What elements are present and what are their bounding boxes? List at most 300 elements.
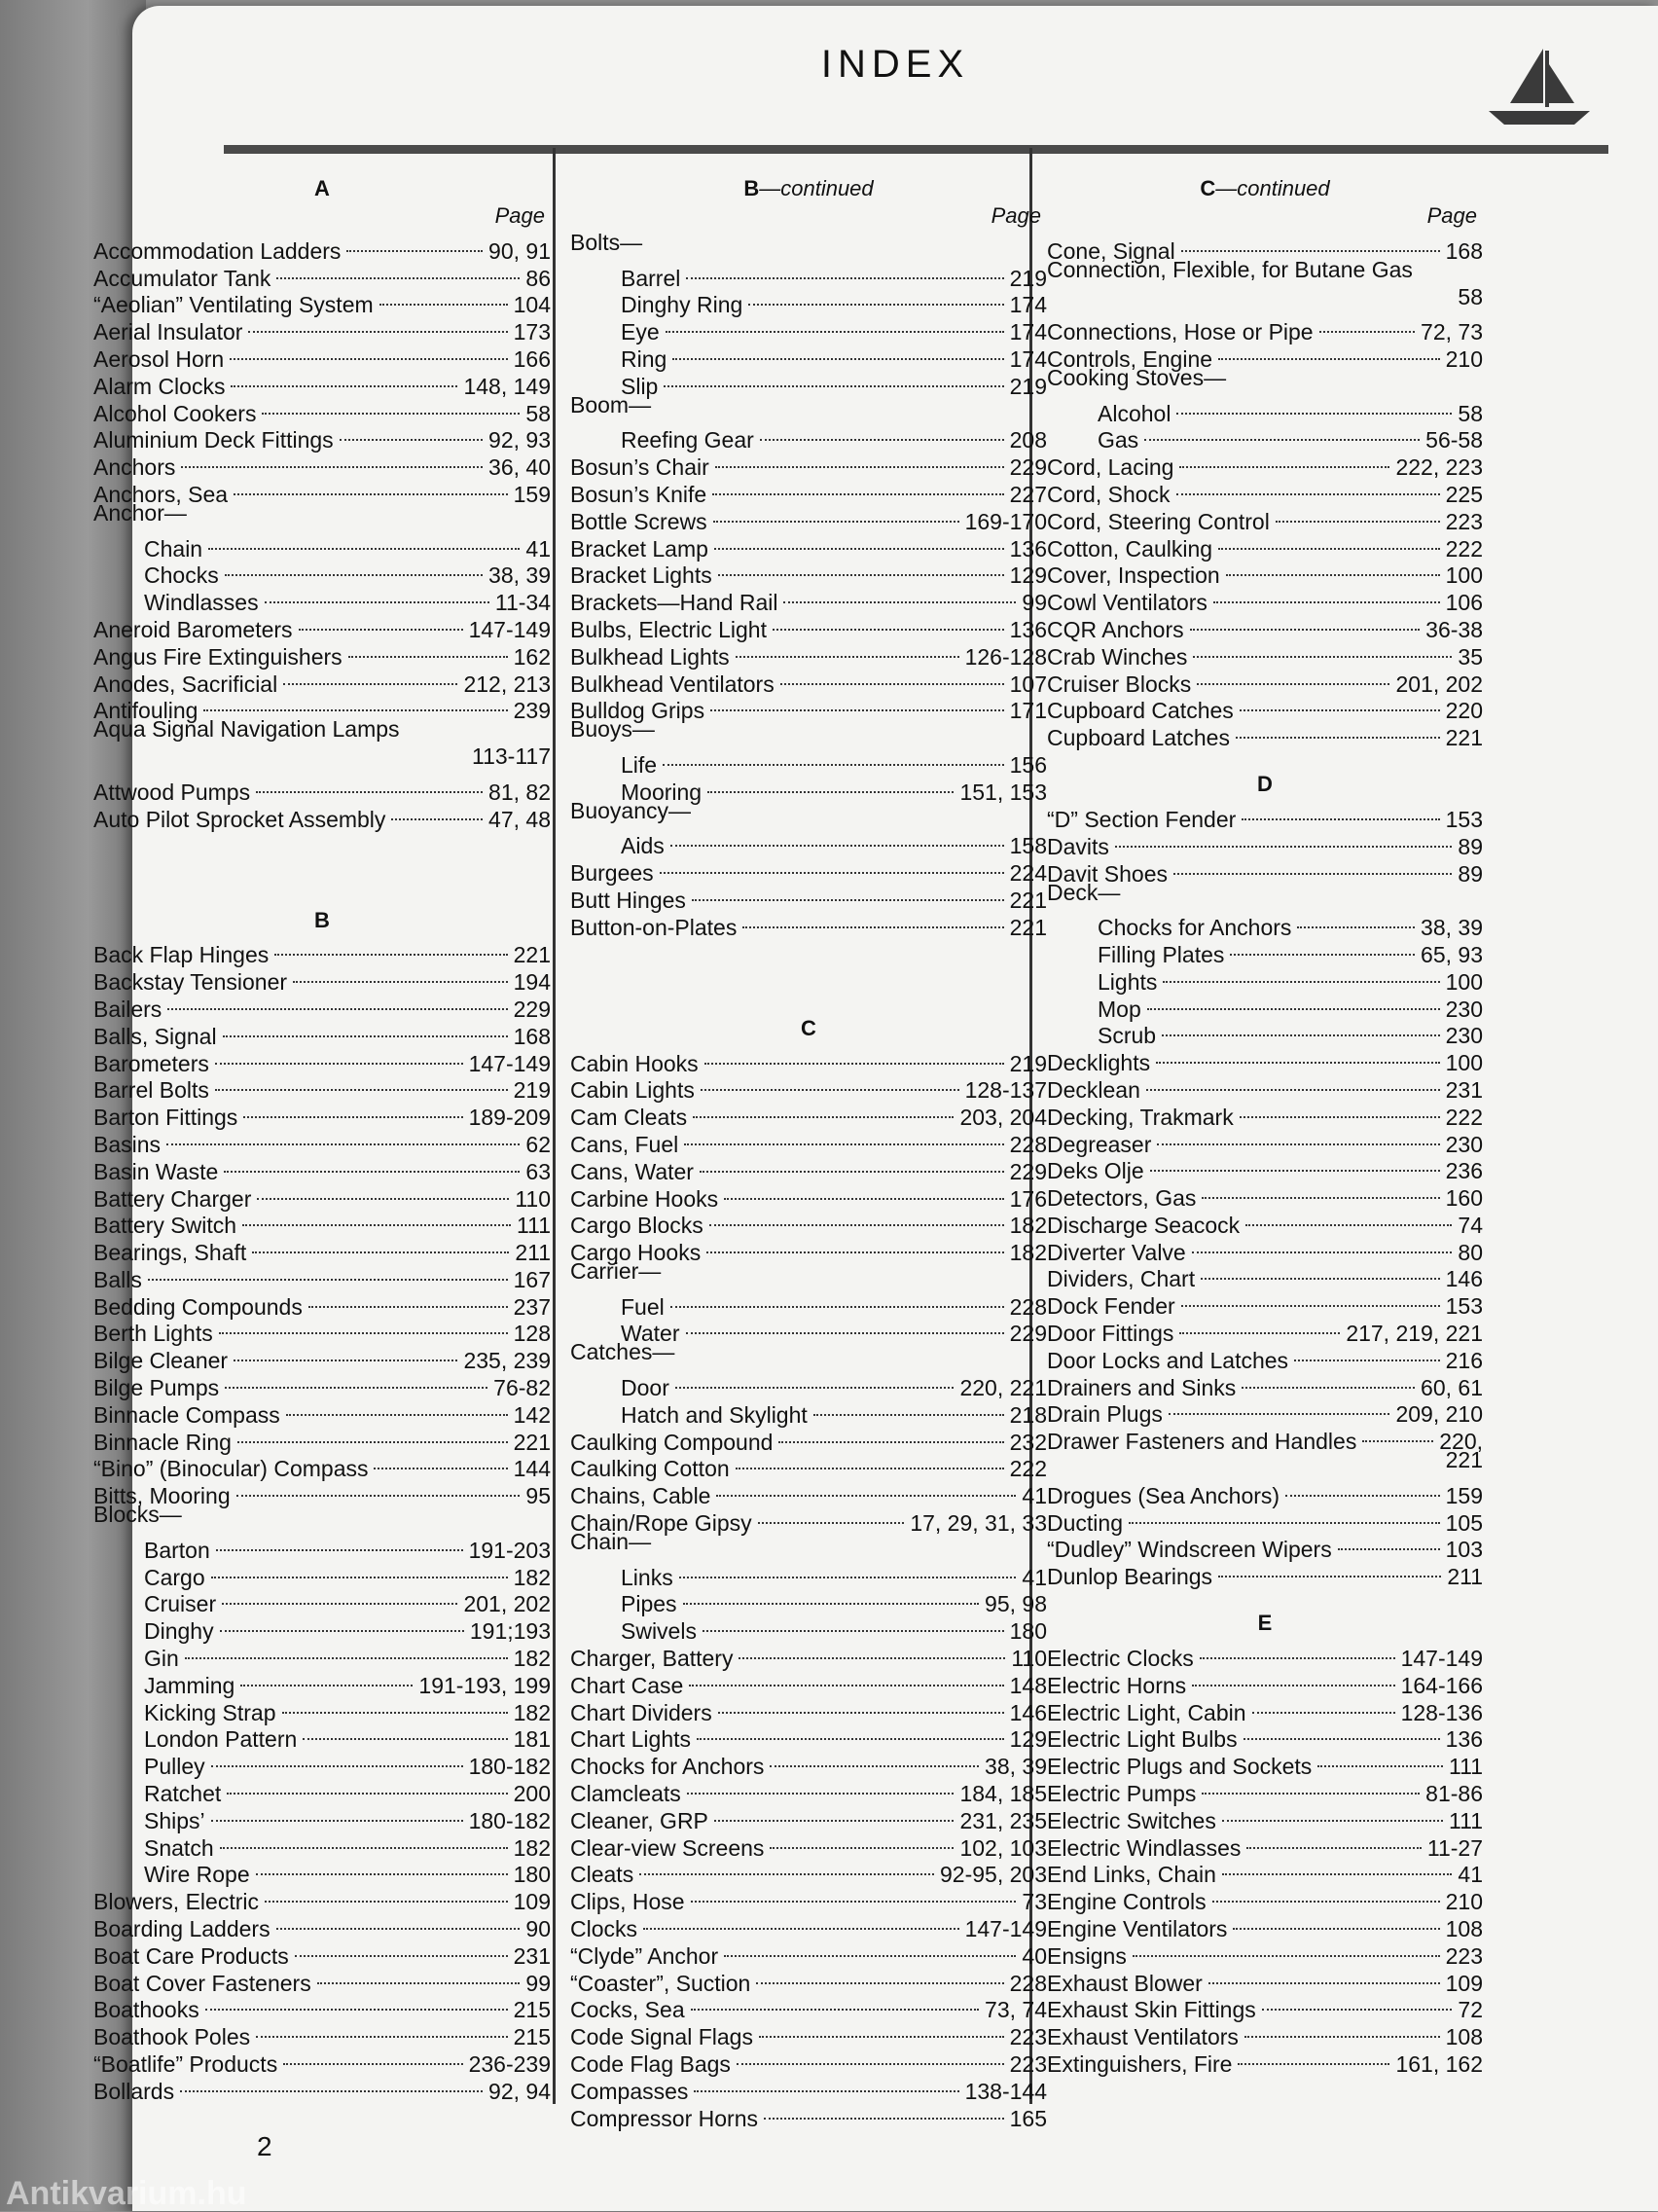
dot-leader <box>1146 1062 1440 1091</box>
entry-pages: 100 <box>1445 968 1483 995</box>
entry-pages: 86 <box>525 265 551 291</box>
entry-term: “Bino” (Binocular) Compass <box>93 1456 369 1482</box>
dot-leader <box>742 899 1003 928</box>
entry-term: Binnacle Compass <box>93 1401 280 1428</box>
dot-leader <box>1218 1548 1441 1577</box>
dot-leader <box>694 2063 958 2092</box>
entry-term: Crab Winches <box>1047 643 1188 670</box>
entry-term: Chain— <box>570 1529 652 1555</box>
entry-term: Cruiser Blocks <box>1047 671 1192 697</box>
entry-term: Balls, Signal <box>93 1023 217 1049</box>
dot-leader <box>243 1089 462 1118</box>
entry-term: Barrel Bolts <box>93 1077 209 1104</box>
entry-pages: 63 <box>525 1158 551 1184</box>
dot-leader <box>1176 385 1452 415</box>
dot-leader <box>286 1387 508 1416</box>
entry-pages: 156 <box>1009 751 1047 778</box>
entry-term: Bulkhead Lights <box>570 643 730 670</box>
entry-term: Bosun’s Chair <box>570 454 709 481</box>
entry-term: Links <box>621 1564 673 1590</box>
entry-pages: 222, 223 <box>1395 454 1483 481</box>
dot-leader <box>1129 1495 1440 1524</box>
dot-leader <box>639 1847 934 1876</box>
entry-term: Ensigns <box>1047 1942 1127 1969</box>
entry-term: Wire Rope <box>144 1862 250 1888</box>
page-title: INDEX <box>820 43 970 86</box>
entry-term: Carbine Hooks <box>570 1185 719 1212</box>
entry-term: CQR Anchors <box>1047 616 1184 642</box>
dot-leader <box>1246 1820 1421 1849</box>
entry-pages: 109 <box>513 1889 551 1915</box>
entry-term: Electric Plugs and Sockets <box>1047 1754 1313 1780</box>
entry-pages: 176 <box>1009 1185 1047 1212</box>
entry-pages: 136 <box>1009 616 1047 642</box>
entry-pages: 102, 103 <box>959 1834 1047 1861</box>
dot-leader <box>1208 1955 1440 1984</box>
entry-pages: 47, 48 <box>488 806 551 832</box>
entry-term: Filling Plates <box>1098 941 1225 967</box>
entry-term: Accommodation Ladders <box>93 237 342 264</box>
entry-term: “Boatlife” Products <box>93 2051 278 2077</box>
entry-term: Blowers, Electric <box>93 1889 259 1915</box>
entry-pages: 230 <box>1445 1023 1483 1049</box>
dot-leader <box>679 1549 1017 1578</box>
entry-pages: 221 <box>1009 887 1047 913</box>
entry-pages: 203, 204 <box>959 1105 1047 1131</box>
entry-term: End Links, Chain <box>1047 1862 1216 1888</box>
dot-leader <box>664 358 1003 387</box>
entry-pages: 41 <box>1022 1483 1047 1509</box>
entry-term: Dividers, Chart <box>1047 1266 1196 1292</box>
entry-term: Cans, Water <box>570 1158 694 1184</box>
entry-pages: 222 <box>1445 1104 1483 1130</box>
dot-leader <box>718 1685 1004 1714</box>
entry-pages: 227 <box>1009 481 1047 507</box>
dot-leader <box>237 1414 508 1443</box>
entry-term: “Clyde” Anchor <box>570 1942 719 1969</box>
dot-leader <box>1338 1522 1440 1551</box>
dot-leader <box>770 1738 979 1767</box>
dot-leader <box>736 1441 1004 1470</box>
dot-leader <box>180 2063 483 2092</box>
entry-pages: 158 <box>1009 833 1047 859</box>
entry-pages: 109 <box>1445 1970 1483 1996</box>
entry-term: Clocks <box>570 1916 638 1942</box>
dot-leader <box>1157 1116 1439 1145</box>
entry-pages: 35 <box>1458 643 1483 670</box>
dot-leader <box>1212 1873 1440 1903</box>
entry-term: Snatch <box>144 1834 214 1861</box>
entry-term: Anchors <box>93 454 176 481</box>
dot-leader <box>1147 981 1440 1010</box>
entry-pages: 217, 219, 221 <box>1346 1321 1483 1347</box>
dot-leader <box>712 466 1003 495</box>
entry-pages: 219 <box>1009 265 1047 291</box>
entry-pages: 230 <box>1445 996 1483 1022</box>
entry-term: Compressor Horns <box>570 2105 758 2131</box>
dot-leader <box>216 1522 463 1551</box>
entry-term: Bearings, Shaft <box>93 1240 247 1266</box>
dot-leader <box>1179 1305 1340 1334</box>
dot-leader <box>1163 954 1439 983</box>
entry-pages: 138-144 <box>964 2078 1047 2104</box>
dot-leader <box>1317 1738 1443 1767</box>
dot-leader <box>1173 846 1452 875</box>
entry-pages: 129 <box>1009 1726 1047 1753</box>
entry-pages: 182 <box>1009 1240 1047 1266</box>
entry-pages: 216 <box>1445 1347 1483 1373</box>
entry-term: Barton <box>144 1537 210 1563</box>
index-entry <box>1047 230 1483 264</box>
entry-term: Chart Dividers <box>570 1699 712 1725</box>
entry-pages: 100 <box>1445 562 1483 589</box>
dot-leader <box>234 1332 457 1361</box>
entry-pages: 215 <box>513 2024 551 2050</box>
entry-pages: 153 <box>1445 1293 1483 1320</box>
index-column-2 <box>570 148 1047 2131</box>
entry-pages: 56-58 <box>1425 427 1483 453</box>
dot-leader <box>773 601 1004 631</box>
entry-pages: 164-166 <box>1400 1672 1483 1698</box>
dot-leader <box>1181 223 1440 252</box>
entry-pages: 104 <box>513 292 551 318</box>
dot-leader <box>1133 1928 1440 1957</box>
entry-pages: 228 <box>1009 1293 1047 1320</box>
entry-pages: 110 <box>515 1185 551 1212</box>
entry-term: Chocks for Anchors <box>570 1754 765 1780</box>
dot-leader <box>770 1820 954 1849</box>
dot-leader <box>391 791 483 820</box>
entry-term: Bilge Pumps <box>93 1375 220 1401</box>
entry-term: Ring <box>621 345 667 372</box>
entry-pages: 220, <box>1439 1429 1483 1455</box>
entry-term: Bracket Lights <box>570 562 712 589</box>
dot-leader <box>709 1198 1004 1227</box>
entry-term: Exhaust Skin Fittings <box>1047 1997 1256 2023</box>
dot-leader <box>736 629 959 658</box>
dot-leader <box>256 764 483 793</box>
dot-leader <box>715 439 1004 468</box>
entry-term: Brackets—Hand Rail <box>570 590 778 616</box>
entry-pages: 38, 39 <box>488 562 551 589</box>
entry-term: Life <box>621 751 658 778</box>
entry-pages: 92-95, 203 <box>940 1862 1047 1888</box>
entry-term: Boat Care Products <box>93 1942 289 1969</box>
dot-leader <box>166 1116 520 1145</box>
entry-term: Exhaust Ventilators <box>1047 2024 1239 2050</box>
entry-term: Chain <box>144 535 203 562</box>
entry-pages: 36-38 <box>1425 616 1483 642</box>
entry-term: Cargo Blocks <box>570 1213 703 1239</box>
entry-pages: 147-149 <box>964 1916 1047 1942</box>
dot-leader <box>1252 1685 1395 1714</box>
dot-leader <box>374 1441 507 1470</box>
dot-leader <box>1190 601 1421 631</box>
section-letter: D <box>1257 772 1273 797</box>
entry-pages: 223 <box>1009 2024 1047 2050</box>
entry-term: Mooring <box>621 779 703 805</box>
dot-leader <box>1218 331 1440 360</box>
entry-pages: 232 <box>1009 1429 1047 1455</box>
entry-term: Bollards <box>93 2078 175 2104</box>
dot-leader <box>215 1063 508 1092</box>
dot-leader <box>1285 1468 1440 1497</box>
entry-pages: 81-86 <box>1425 1781 1483 1807</box>
entry-term: Jamming <box>144 1672 235 1698</box>
dot-leader <box>1222 1793 1443 1822</box>
entry-term: Chart Lights <box>570 1726 692 1753</box>
dot-leader <box>265 574 489 603</box>
entry-term: Electric Switches <box>1047 1807 1216 1833</box>
entry-term: Cupboard Latches <box>1047 725 1230 751</box>
entry-pages: 144 <box>513 1456 551 1482</box>
dot-leader <box>764 2090 1004 2120</box>
entry-term: Aerosol Horn <box>93 345 225 372</box>
entry-term: Ships’ <box>144 1807 205 1833</box>
entry-term: Bulbs, Electric Light <box>570 616 767 642</box>
dot-leader <box>1218 521 1440 550</box>
dot-leader <box>714 521 1004 550</box>
entry-term: Code Flag Bags <box>570 2051 731 2077</box>
dot-leader <box>283 656 457 685</box>
entry-pages: 169-170 <box>964 508 1047 534</box>
dot-leader <box>663 737 1004 766</box>
entry-pages: 90 <box>525 1916 551 1942</box>
dot-leader <box>1244 1712 1440 1741</box>
entry-term: Diverter Valve <box>1047 1239 1186 1265</box>
dot-leader <box>1179 439 1389 468</box>
entry-term: Decklights <box>1047 1050 1151 1076</box>
entry-term: Door Fittings <box>1047 1321 1174 1347</box>
entry-pages: 165 <box>1009 2105 1047 2131</box>
entry-term: Cleats <box>570 1862 634 1888</box>
entry-term: Clear-view Screens <box>570 1834 765 1861</box>
dot-leader <box>686 250 1003 279</box>
entry-pages: 184, 185 <box>959 1781 1047 1807</box>
section-continued: —continued <box>759 176 874 200</box>
dot-leader <box>222 1577 457 1606</box>
entry-term: Anchors, Sea <box>93 481 229 507</box>
entry-term: Electric Light, Cabin <box>1047 1699 1246 1725</box>
entry-pages: 228 <box>1009 1131 1047 1157</box>
dot-leader <box>670 818 1004 848</box>
entry-term: Boathook Poles <box>93 2024 251 2050</box>
entry-term: Connections, Hose or Pipe <box>1047 319 1314 345</box>
entry-pages: 225 <box>1445 481 1483 507</box>
dot-leader <box>181 439 483 468</box>
dot-leader <box>643 1901 959 1930</box>
entry-pages: 113-117 <box>472 743 551 770</box>
entry-pages: 111 <box>517 1213 551 1239</box>
entry-pages: 103 <box>1445 1537 1483 1563</box>
entry-term: Caulking Compound <box>570 1429 774 1455</box>
entry-pages: 11-34 <box>494 590 551 616</box>
entry-term: Berth Lights <box>93 1321 213 1347</box>
entry-pages: 99 <box>1022 590 1047 616</box>
entry-pages: 211 <box>1447 1564 1483 1590</box>
entry-pages: 58 <box>1458 400 1483 426</box>
dot-leader <box>236 1468 521 1497</box>
entry-pages: 236 <box>1445 1158 1483 1184</box>
dot-leader <box>707 764 954 793</box>
entry-pages: 191-203 <box>468 1537 551 1563</box>
dot-leader <box>666 304 1004 333</box>
entry-pages: 147-149 <box>468 616 551 642</box>
entry-pages: 161, 162 <box>1395 2051 1483 2077</box>
dot-leader <box>265 1873 508 1903</box>
dot-leader <box>716 1468 1016 1497</box>
entry-pages: 174 <box>1009 345 1047 372</box>
entry-pages: 210 <box>1445 1889 1483 1915</box>
dot-leader <box>274 927 507 957</box>
entry-term: Gin <box>144 1646 179 1672</box>
entry-term: Aqua Signal Navigation Lamps <box>93 716 400 743</box>
entry-pages: 182 <box>513 1699 551 1725</box>
entry-term: Antifouling <box>93 698 198 724</box>
entry-pages: 58 <box>1458 283 1483 309</box>
dot-leader <box>737 2036 1004 2065</box>
dot-leader <box>710 683 1004 712</box>
page-number: 2 <box>257 2131 272 2161</box>
entry-term: Cans, Fuel <box>570 1131 679 1157</box>
dot-leader <box>1201 1251 1440 1281</box>
entry-pages: 99 <box>525 1970 551 1996</box>
entry-pages: 219 <box>1009 373 1047 399</box>
page-column-label: Page <box>1426 203 1477 228</box>
entry-term: Ducting <box>1047 1509 1123 1536</box>
entry-term: Cupboard Catches <box>1047 698 1234 724</box>
dot-leader <box>1192 1224 1453 1253</box>
entry-pages: 237 <box>513 1293 551 1320</box>
entry-term: Engine Controls <box>1047 1889 1207 1915</box>
entry-pages: 228 <box>1009 1970 1047 1996</box>
entry-term: Alcohol Cookers <box>93 400 257 426</box>
dot-leader <box>256 2009 508 2038</box>
dot-leader <box>1115 818 1453 848</box>
entry-pages: 72 <box>1458 1997 1483 2023</box>
entry-term: Decklean <box>1047 1076 1140 1103</box>
section-letter: B <box>743 176 760 200</box>
entry-pages: 168 <box>513 1023 551 1049</box>
entry-pages: 136 <box>1445 1726 1483 1753</box>
entry-pages: 129 <box>1009 562 1047 589</box>
entry-pages: 230 <box>1445 1131 1483 1157</box>
entry-term: Deks Olje <box>1047 1158 1144 1184</box>
entry-term: Reefing Gear <box>621 427 754 453</box>
dot-leader <box>231 358 457 387</box>
dot-leader <box>783 574 1016 603</box>
entry-pages: 159 <box>1445 1482 1483 1508</box>
entry-pages: 208 <box>1009 427 1047 453</box>
entry-term: Anodes, Sacrificial <box>93 671 278 697</box>
entry-term: Pulley <box>144 1754 205 1780</box>
dot-leader <box>1238 2036 1389 2065</box>
index-entry <box>93 716 551 743</box>
entry-term: Lights <box>1098 968 1158 995</box>
entry-pages: 200 <box>513 1781 551 1807</box>
dot-leader <box>340 413 483 442</box>
dot-leader <box>756 1955 1003 1984</box>
entry-pages: 201, 202 <box>1395 671 1483 697</box>
dot-leader <box>683 1577 980 1606</box>
entry-term: Cabin Lights <box>570 1077 695 1104</box>
entry-pages: 235, 239 <box>463 1348 551 1374</box>
dot-leader <box>704 1035 1004 1065</box>
entry-term: “Aeolian” Ventilating System <box>93 292 374 318</box>
entry-pages: 180 <box>513 1862 551 1888</box>
dot-leader <box>283 2036 462 2065</box>
dot-leader <box>225 1360 487 1389</box>
entry-pages: 100 <box>1445 1050 1483 1076</box>
dot-leader <box>227 1765 507 1795</box>
dot-leader <box>693 1089 954 1118</box>
index-entry <box>1047 852 1483 887</box>
entry-pages: 174 <box>1009 319 1047 345</box>
entry-term: Accumulator Tank <box>93 265 271 291</box>
entry-pages: 180 <box>1009 1618 1047 1645</box>
entry-term: Auto Pilot Sprocket Assembly <box>93 806 386 832</box>
entry-pages: 221 <box>1445 725 1483 751</box>
entry-term: Door Locks and Latches <box>1047 1347 1289 1373</box>
entry-term: Scrub <box>1098 1023 1157 1049</box>
entry-pages: 36, 40 <box>488 454 551 481</box>
dot-leader <box>670 1279 1004 1308</box>
entry-pages: 231, 235 <box>959 1807 1047 1833</box>
dot-leader <box>691 1873 1017 1903</box>
dot-leader <box>691 1982 979 2012</box>
dot-leader <box>1213 574 1440 603</box>
entry-pages: 223 <box>1445 508 1483 534</box>
entry-pages: 41 <box>1458 1862 1483 1888</box>
entry-pages: 105 <box>1445 1509 1483 1536</box>
dot-leader <box>706 1224 1003 1253</box>
page-column-label: Page <box>991 203 1041 228</box>
dot-leader <box>276 250 520 279</box>
entry-term: Barton Fittings <box>93 1105 238 1131</box>
dot-leader <box>248 304 507 333</box>
entry-pages: 229 <box>513 996 551 1022</box>
entry-term: Clips, Hose <box>570 1889 685 1915</box>
entry-term: Battery Charger <box>93 1185 252 1212</box>
entry-term: Bilge Cleaner <box>93 1348 229 1374</box>
entry-term: Cord, Steering Control <box>1047 508 1270 534</box>
dot-leader <box>1297 899 1415 928</box>
entry-term: Buoys— <box>570 716 655 743</box>
entry-term: Carrier— <box>570 1258 662 1285</box>
entry-pages: 148, 149 <box>463 373 551 399</box>
dot-leader <box>692 872 1004 901</box>
dot-leader <box>1242 791 1439 820</box>
entry-term: Drogues (Sea Anchors) <box>1047 1482 1280 1508</box>
index-entry <box>1047 257 1483 284</box>
entry-pages: 229 <box>1009 454 1047 481</box>
entry-term: “D” Section Fender <box>1047 806 1237 832</box>
dot-leader <box>317 1955 521 1984</box>
dot-leader <box>703 1603 1004 1632</box>
dot-leader <box>257 1171 509 1200</box>
dot-leader <box>1362 1413 1433 1442</box>
entry-pages: 95 <box>525 1483 551 1509</box>
entry-term: Cargo <box>144 1564 205 1590</box>
dot-leader <box>1202 1170 1439 1199</box>
dot-leader <box>303 1712 507 1741</box>
entry-term: Pipes <box>621 1591 677 1617</box>
entry-term: Cord, Shock <box>1047 481 1171 507</box>
entry-pages: 76-82 <box>493 1375 551 1401</box>
entry-term: Electric Light Bulbs <box>1047 1726 1238 1753</box>
entry-term: Anchor— <box>93 499 187 526</box>
entry-pages: 221 <box>513 1429 551 1455</box>
